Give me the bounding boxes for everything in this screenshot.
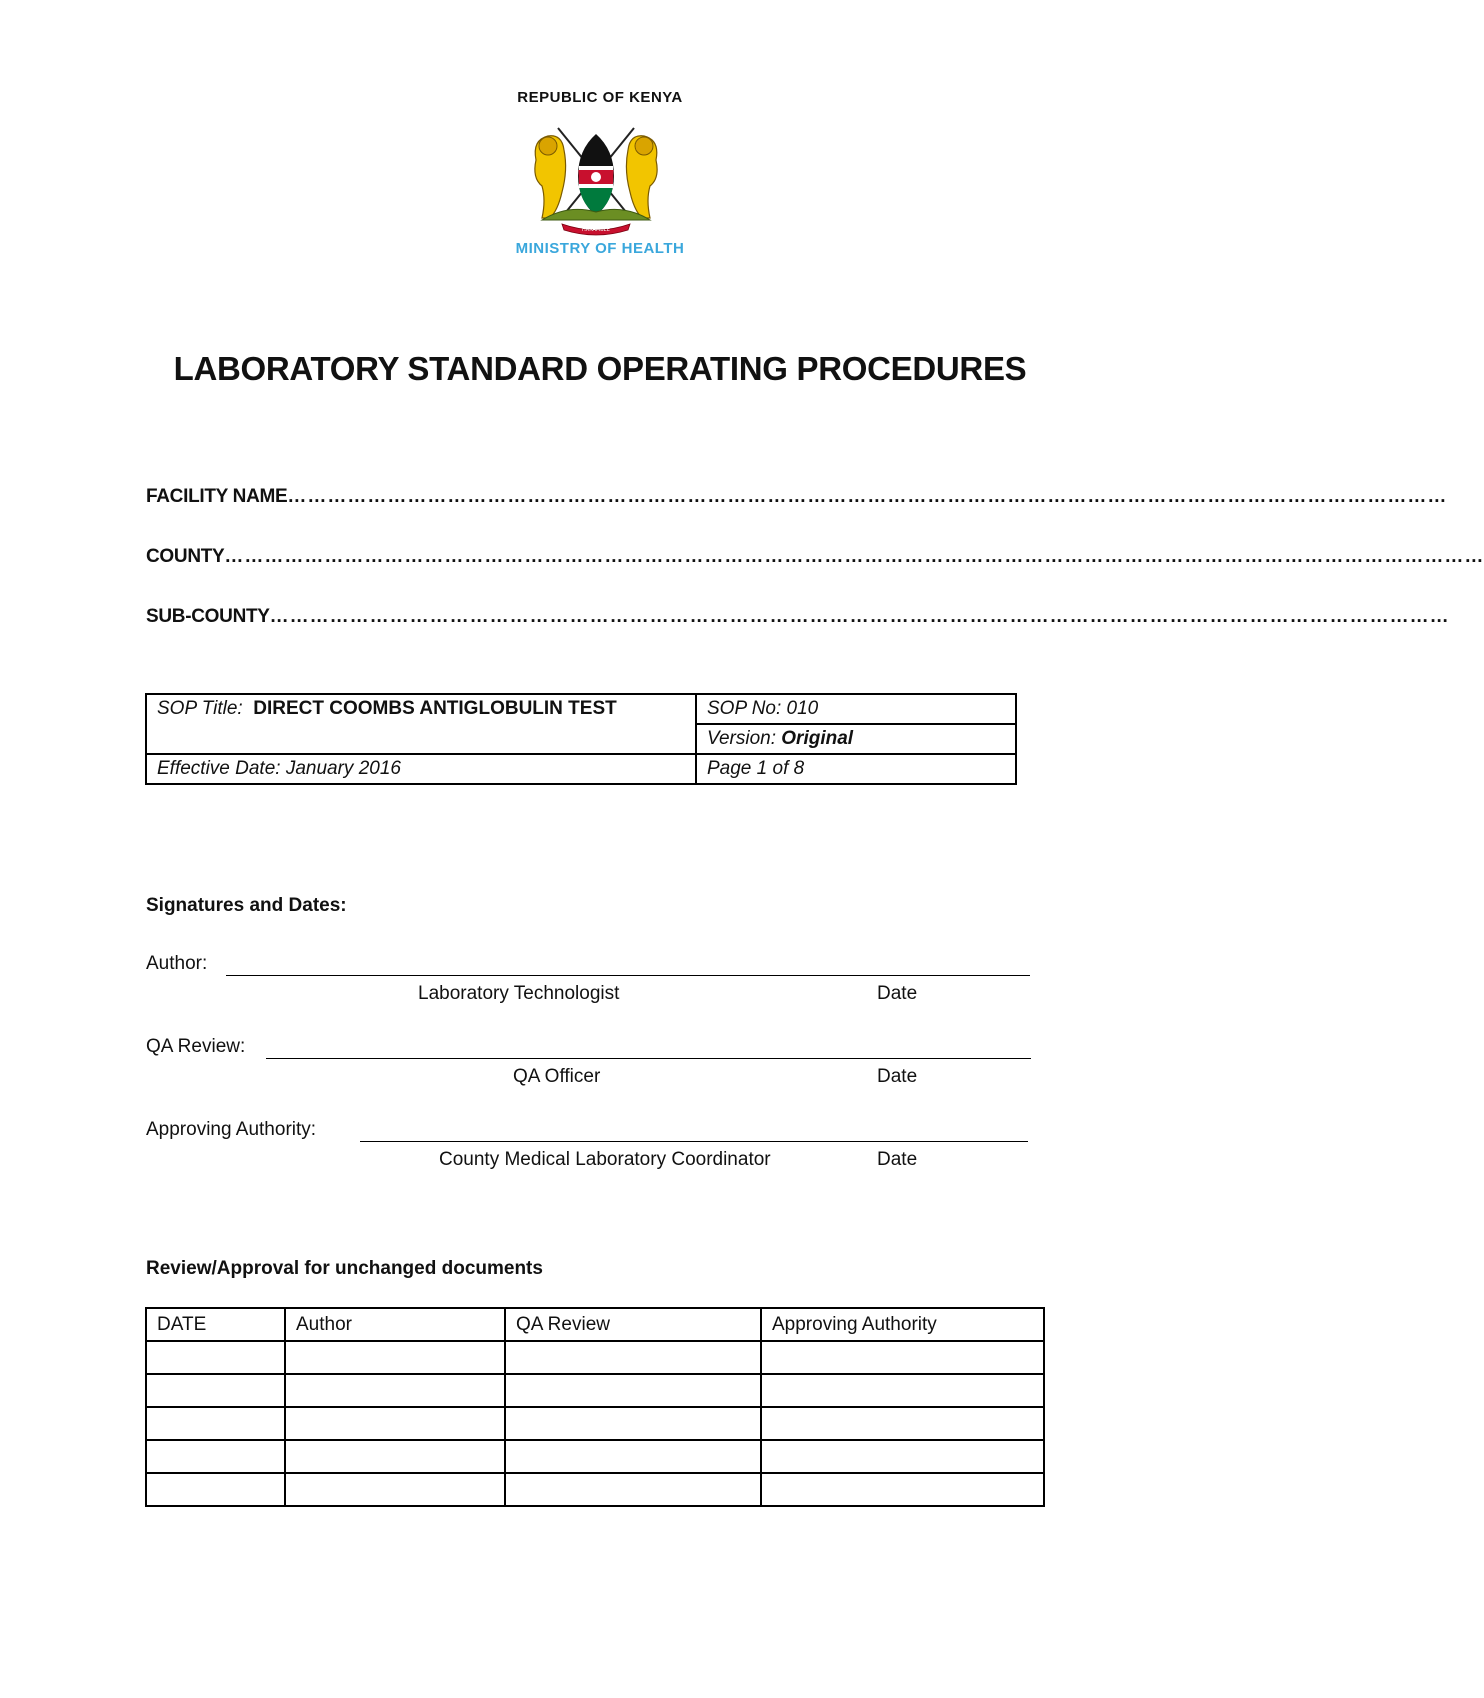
sop-effective-date-cell (146, 754, 696, 784)
ministry-heading: MINISTRY OF HEALTH (515, 240, 685, 257)
qa-date-label: Date (877, 1066, 918, 1087)
motto-text: HARAMBEE (582, 227, 610, 233)
author-role: Laboratory Technologist (418, 983, 620, 1004)
table-cell[interactable] (285, 1440, 505, 1473)
sop-version-value: Original (781, 728, 854, 749)
table-cell[interactable] (285, 1473, 505, 1506)
table-cell[interactable] (285, 1341, 505, 1374)
signatures-heading: Signatures and Dates: (146, 895, 347, 916)
table-cell[interactable] (761, 1341, 1044, 1374)
table-cell[interactable] (146, 1341, 285, 1374)
sub-county-field[interactable] (146, 606, 1450, 628)
qa-signature-line[interactable] (266, 1058, 1031, 1059)
county-dotted-line: ……………………………………………………………………………………………………………………………………………………………………… (224, 546, 1484, 567)
author-date-label: Date (877, 983, 918, 1004)
column-header-approving-authority: Approving Authority (761, 1308, 1044, 1341)
sop-page-number: Page 1 of 8 (707, 758, 805, 779)
sop-info-table (145, 693, 1017, 785)
sop-number-cell (696, 694, 1016, 724)
page-title: LABORATORY STANDARD OPERATING PROCEDURES (173, 350, 1027, 387)
table-cell[interactable] (505, 1473, 761, 1506)
table-cell[interactable] (761, 1407, 1044, 1440)
qa-role: QA Officer (513, 1066, 601, 1087)
approving-signature-line[interactable] (360, 1141, 1028, 1142)
table-row (146, 1407, 1044, 1440)
country-heading: REPUBLIC OF KENYA (517, 89, 683, 106)
sop-effective-date: Effective Date: January 2016 (157, 758, 401, 779)
table-row (146, 1440, 1044, 1473)
table-cell[interactable] (505, 1374, 761, 1407)
approving-role: County Medical Laboratory Coordinator (439, 1149, 771, 1170)
table-cell[interactable] (285, 1374, 505, 1407)
approving-date-label: Date (877, 1149, 918, 1170)
county-label: COUNTY (146, 546, 225, 567)
sop-page-cell (696, 754, 1016, 784)
facility-name-dotted-line: ………………………………………………………………………………………………………………………………………………………… (287, 486, 1448, 507)
table-cell[interactable] (505, 1440, 761, 1473)
table-cell[interactable] (146, 1407, 285, 1440)
sub-county-label: SUB-COUNTY (146, 606, 270, 627)
author-label: Author: (146, 953, 208, 974)
sop-number: SOP No: 010 (707, 698, 819, 719)
column-header-author: Author (285, 1308, 505, 1341)
facility-name-label: FACILITY NAME (146, 486, 288, 507)
table-cell[interactable] (285, 1407, 505, 1440)
review-approval-table (145, 1307, 1045, 1507)
table-cell[interactable] (761, 1473, 1044, 1506)
sop-title-cell (146, 694, 696, 754)
column-header-date: DATE (146, 1308, 285, 1341)
sop-version-cell (696, 724, 1016, 754)
qa-review-label: QA Review: (146, 1036, 246, 1057)
table-cell[interactable] (505, 1407, 761, 1440)
approving-authority-label: Approving Authority: (146, 1119, 317, 1140)
review-approval-heading: Review/Approval for unchanged documents (146, 1258, 543, 1279)
sop-version-label: Version: (707, 728, 776, 749)
table-row (146, 1374, 1044, 1407)
column-header-qa-review: QA Review (505, 1308, 761, 1341)
table-row (146, 1473, 1044, 1506)
table-cell[interactable] (146, 1374, 285, 1407)
county-field[interactable] (146, 546, 1484, 568)
coat-of-arms-icon (528, 120, 664, 238)
table-cell[interactable] (761, 1374, 1044, 1407)
table-row (146, 1341, 1044, 1374)
sop-title-value: DIRECT COOMBS ANTIGLOBULIN TEST (253, 698, 617, 719)
sub-county-dotted-line: …………………………………………………………………………………………………………………………………………………………… (269, 606, 1450, 627)
table-cell[interactable] (505, 1341, 761, 1374)
author-signature-line[interactable] (226, 975, 1030, 976)
sop-title-label: SOP Title: (157, 698, 243, 719)
table-cell[interactable] (146, 1440, 285, 1473)
table-cell[interactable] (761, 1440, 1044, 1473)
facility-name-field[interactable] (146, 486, 1448, 508)
coat-of-arms-emblem (528, 120, 664, 238)
table-cell[interactable] (146, 1473, 285, 1506)
review-table-header-row (146, 1308, 1044, 1341)
